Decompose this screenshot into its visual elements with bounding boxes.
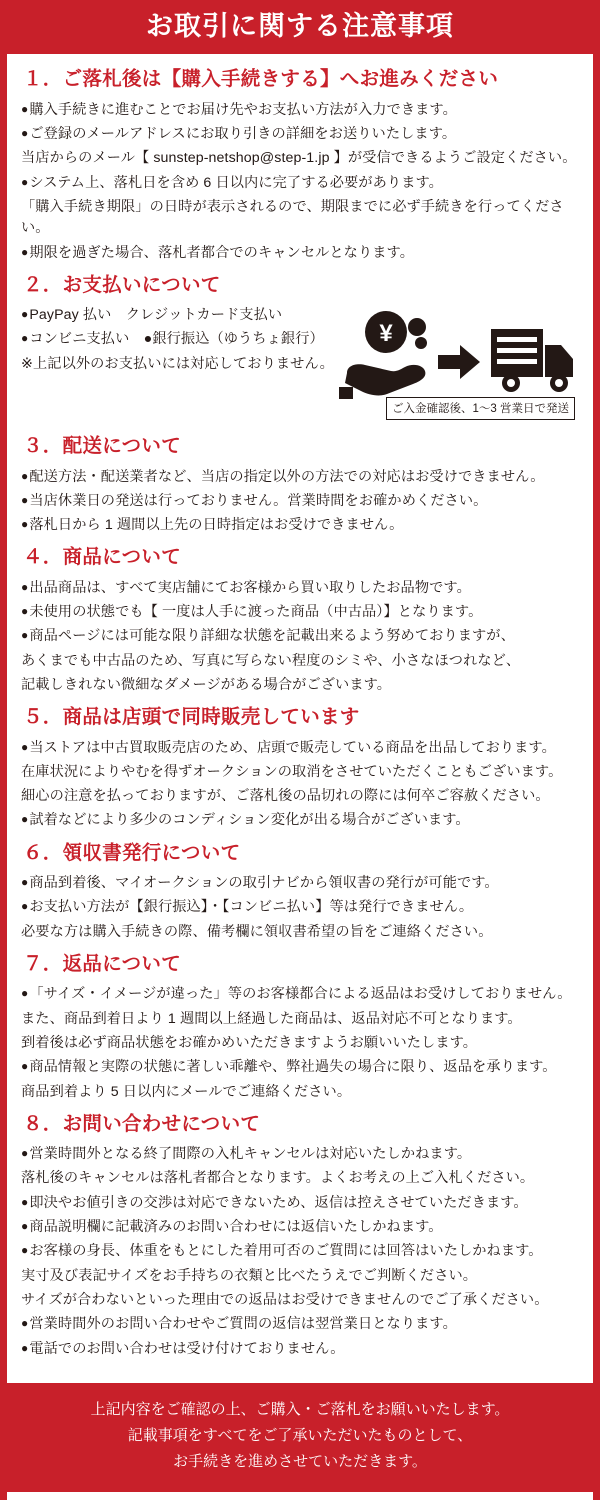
section-1 [21,67,579,263]
hand-with-coin-icon [339,311,427,399]
section-5-line: ● 当ストアは中古買取販売店のため、店頭で販売している商品を出品しております。 [21,738,579,759]
section-2-line: ● PayPay 払い クレジットカード支払い [21,305,351,326]
section-5-title: ５．商品は店頭で同時販売しています [23,706,360,729]
section-1-line: ● システム上、落札日を含め 6 日以内に完了する必要があります。 [21,173,579,194]
section-8-title: ８．お問い合わせについて [23,1112,261,1135]
bottom-spacer [21,1363,579,1369]
right-arrow-icon [438,345,480,379]
section-4-line: 記載しきれない微細なダメージがある場合がございます。 [21,676,392,693]
svg-text:¥: ¥ [379,320,393,348]
section-3-line: ● 当店休業日の発送は行っておりません。営業時間をお確かめください。 [21,491,579,512]
section-1-line: ● 期限を過ぎた場合、落札者都合でのキャンセルとなります。 [21,243,579,264]
section-1-line: ● 購入手続きに進むことでお届け先やお支払い方法が入力できます。 [21,100,579,121]
page-title: お取引に関する注意事項 [7,0,593,54]
section-3-line: ● 配送方法・配送業者など、当店の指定以外の方法での対応はお受けできません。 [21,467,579,488]
section-5-line: 在庫状況によりやむを得ずオークションの取消をさせていただくこともございます。 [21,763,563,780]
section-1-title: １．ご落札後は【購入手続きする】へお進みください [23,68,499,91]
section-8-line: ● 即決やお値引きの交渉は対応できないため、返信は控えさせていただきます。 [21,1193,579,1214]
section-2-line: ※上記以外のお支払いには対応しておりません。 [21,355,334,372]
section-8-line: サイズが合わないといった理由での返品はお受けできませんのでご了承ください。 [21,1291,549,1308]
section-1-line: 「購入手続き期限」の日時が表示されるので、期限までに必ず手続きを行ってください。 [21,198,564,237]
section-8-line: 落札後のキャンセルは落札者都合となります。よくお考えの上ご入札ください。 [21,1170,535,1187]
section-7-line: ● 「サイズ・イメージが違った」等のお客様都合による返品はお受けしておりません。 [21,984,579,1005]
section-2-title: ２．お支払いについて [23,273,221,296]
section-7-line: また、商品到着日より 1 週間以上経過した商品は、返品対応不可となります。 [21,1010,522,1027]
section-1-line: 当店からのメール【 sunstep-netshop@step-1.jp 】が受信できるようご設定ください。 [21,150,577,167]
section-6 [21,841,579,943]
section-3-line: ● 落札日から 1 週間以上先の日時指定はお受けできません。 [21,515,579,536]
footer-line: 上記内容をご確認の上、ご購入・ご落札をお願いいたします。 [90,1400,510,1418]
section-4-line: ● 出品商品は、すべて実店舗にてお客様から買い取りしたお品物です。 [21,578,579,599]
section-8-line: ● 営業時間外のお問い合わせやご質問の返信は翌営業日となります。 [21,1314,579,1335]
payment-shipping-note: ご入金確認後、1～3 営業日で発送 [386,397,575,420]
section-2-line: ● コンビニ支払い ●銀行振込（ゆうちょ銀行） [21,329,351,350]
section-4-line: あくまでも中古品のため、写真に写らない程度のシミや、小さなほつれなど、 [21,652,521,669]
section-7-line: 商品到着より 5 日以内にメールでご連絡ください。 [21,1083,352,1100]
section-8-line: ● お客様の身長、体重をもとにした着用可否のご質問には回答はいたしかねます。 [21,1241,579,1262]
section-5-line: ● 試着などにより多少のコンディション変化が出る場合がございます。 [21,810,579,831]
section-4-line: ● 未使用の状態でも【 一度は人手に渡った商品（中古品）】となります。 [21,602,579,623]
section-5-line: 細心の注意を払っておりますが、ご落札後の品切れの際には何卒ご容赦ください。 [21,788,550,805]
section-8-line: ● 電話でのお問い合わせは受け付けておりません。 [21,1339,579,1360]
section-5 [21,705,579,832]
section-7-line: ● 商品情報と実際の状態に著しい乖離や、弊社過失の場合に限り、返品を承ります。 [21,1057,579,1078]
section-8-line: 実寸及び表記サイズをお手持ちの衣類と比べたうえでご判断ください。 [21,1267,478,1284]
section-4-line: ● 商品ページには可能な限り詳細な状態を記載出来るよう努めておりますが、 [21,626,579,647]
section-1-line: ● ご登録のメールアドレスにお取り引きの詳細をお送りいたします。 [21,124,579,145]
section-7-title: ７．返品について [23,952,182,975]
section-3-title: ３．配送について [23,435,182,458]
section-3 [21,434,579,536]
section-8 [21,1112,579,1360]
section-8-line: ● 営業時間外となる終了間際の入札キャンセルは対応いたしかねます。 [21,1144,579,1165]
section-6-line: ● 商品到着後、マイオークションの取引ナビから領収書の発行が可能です。 [21,873,579,894]
footer-notice [7,1383,593,1492]
section-6-line: 必要な方は購入手続きの際、備考欄に領収書希望の旨をご連絡ください。 [21,923,493,940]
section-4 [21,545,579,696]
delivery-truck-icon [491,329,573,392]
notice-content [7,54,593,1368]
section-8-line: ● 商品説明欄に記載済みのお問い合わせには返信いたしかねます。 [21,1217,579,1238]
section-7-line: 到着後は必ず商品状態をお確かめいただきますようお願いいたします。 [21,1034,478,1051]
footer-line: 記載事項をすべてをご了承いただいたものとして、 [127,1427,473,1445]
section-6-title: ６．領収書発行について [23,841,241,864]
footer-line: お手続きを進めさせていただきます。 [173,1453,427,1471]
section-7 [21,952,579,1103]
section-2 [21,273,579,425]
section-4-title: ４．商品について [23,546,182,569]
section-6-line: ● お支払い方法が【銀行振込】・【コンビニ払い】等は発行できません。 [21,897,579,918]
